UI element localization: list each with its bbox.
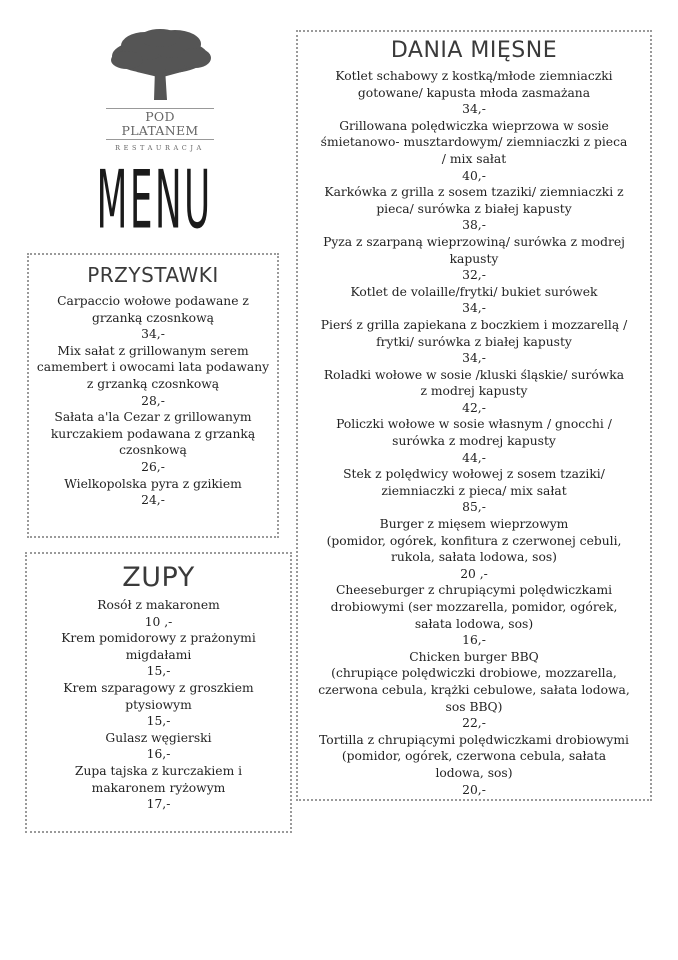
menu-item — [29, 293, 277, 343]
menu-title: MENU — [96, 152, 213, 247]
menu-item-price: 16,- — [146, 747, 171, 762]
menu-item-price: 38,- — [462, 218, 486, 233]
zupy-list — [27, 597, 290, 813]
menu-item-price: 34,- — [462, 301, 486, 316]
menu-item — [298, 582, 650, 648]
menu-item — [29, 476, 277, 509]
menu-item — [298, 732, 650, 798]
menu-item-price: 40,- — [462, 168, 486, 183]
menu-item — [298, 516, 650, 582]
dania-list — [298, 68, 650, 798]
menu-item-name: Roladki wołowe w sosie /kluski śląskie/ surówka z modrej kapusty — [323, 367, 625, 399]
menu-item-name: Chicken burger BBQ (chrupiące polędwiczki drobiowe, mozzarella, czerwona cebula, krążki cebulowe, sałata lodowa, sos BBQ) — [318, 649, 630, 714]
menu-item — [298, 367, 650, 417]
section-dania-miesne — [296, 30, 652, 801]
menu-item-name: Mix sałat z grillowanym serem camembert i owocami lata podawany z grzanką czosnkową — [36, 343, 270, 391]
menu-item — [298, 234, 650, 284]
menu-item — [27, 597, 290, 630]
menu-item-price: 15,- — [146, 714, 171, 729]
menu-item-price: 85,- — [462, 500, 486, 515]
menu-item-price: 34,- — [462, 351, 486, 366]
menu-item-name: Stek z polędwicy wołowej z sosem tzaziki/ ziemniaczki z pieca/ mix sałat — [343, 467, 605, 498]
menu-item-price: 22,- — [462, 716, 486, 731]
menu-item-price: 26,- — [141, 459, 165, 474]
restaurant-logo — [80, 28, 240, 152]
menu-item-price: 42,- — [462, 400, 486, 415]
menu-item-price: 20,- — [462, 782, 486, 797]
menu-item-name: Policzki wołowe w sosie własnym / gnocchi / surówka z modrej kapusty — [336, 417, 612, 449]
menu-item-name: Gulasz węgierski — [105, 730, 212, 745]
menu-item-price: 17,- — [146, 797, 171, 812]
menu-item-name: Krem szparagowy z groszkiem ptysiowym — [63, 680, 254, 712]
menu-item-name: Wielkopolska pyra z gzikiem — [64, 476, 242, 491]
logo-subtitle: RESTAURACJA — [115, 144, 205, 152]
menu-item-name: Tortilla z chrupiącymi polędwiczkami drobiowymi (pomidor, ogórek, czerwona cebula, sałata lodowa, sos) — [319, 732, 629, 780]
menu-item — [298, 466, 650, 516]
menu-item — [298, 649, 650, 732]
menu-item-name: Burger z mięsem wieprzowym (pomidor, ogórek, konfitura z czerwonej cebuli, rukola, sałata lodowa, sos) — [326, 517, 622, 565]
menu-item — [27, 763, 290, 813]
menu-item-name: Krem pomidorowy z prażonymi migdałami — [61, 631, 256, 662]
menu-item-price: 10 ,- — [144, 614, 173, 629]
menu-item-price: 44,- — [462, 450, 486, 465]
menu-item-name: Cheeseburger z chrupiącymi polędwiczkami drobiowymi (ser mozzarella, pomidor, ogórek, sałata lodowa, sos) — [330, 583, 618, 631]
menu-item-price: 32,- — [462, 268, 486, 283]
menu-item — [29, 343, 277, 409]
przystawki-list — [29, 293, 277, 509]
menu-item-name: Rosół z makaronem — [97, 598, 220, 612]
section-heading: DANIA MIĘSNE — [390, 38, 558, 63]
menu-item-name: Sałata a'la Cezar z grillowanym kurczakiem podawana z grzanką czosnkową — [50, 410, 256, 458]
menu-item — [298, 317, 650, 367]
menu-item — [298, 284, 650, 317]
tree-icon — [105, 28, 215, 103]
menu-item — [27, 680, 290, 730]
menu-item — [298, 184, 650, 234]
menu-item — [298, 68, 650, 118]
menu-item-price: 34,- — [462, 102, 486, 117]
menu-item-price: 20 ,- — [460, 566, 488, 581]
menu-item-name: Kotlet schabowy z kostką/młode ziemniaczki gotowane/ kapusta młoda zasmażana — [335, 69, 613, 100]
menu-item-price: 34,- — [141, 327, 165, 342]
menu-item-price: 28,- — [141, 393, 165, 408]
menu-item-price: 16,- — [462, 633, 486, 648]
section-zupy — [25, 552, 292, 833]
menu-item-price: 15,- — [146, 664, 171, 679]
menu-item-name: Pierś z grilla zapiekana z boczkiem i mozzarellą / frytki/ surówka z białej kapusty — [320, 317, 628, 349]
menu-item — [27, 730, 290, 763]
section-heading: ZUPY — [122, 562, 195, 593]
menu-item-name: Kotlet de volaille/frytki/ bukiet surówek — [350, 284, 598, 299]
section-heading: PRZYSTAWKI — [87, 263, 219, 287]
menu-item-name: Pyza z szarpaną wieprzowiną/ surówka z modrej kapusty — [323, 234, 625, 266]
menu-item — [29, 409, 277, 475]
menu-item — [298, 118, 650, 184]
logo-name: POD PLATANEM — [106, 108, 214, 140]
menu-item-name: Zupa tajska z kurczakiem i makaronem ryżowym — [74, 763, 243, 795]
menu-item-name: Grillowana polędwiczka wieprzowa w sosie śmietanowo- musztardowym/ ziemniaczki z pieca / mix sałat — [320, 118, 628, 166]
menu-item — [298, 416, 650, 466]
menu-item-price: 24,- — [141, 493, 165, 508]
menu-item-name: Karkówka z grilla z sosem tzaziki/ ziemniaczki z pieca/ surówka z białej kapusty — [324, 185, 624, 216]
menu-item-name: Carpaccio wołowe podawane z grzanką czosnkową — [57, 294, 249, 325]
section-przystawki — [27, 253, 279, 538]
menu-item — [27, 630, 290, 680]
